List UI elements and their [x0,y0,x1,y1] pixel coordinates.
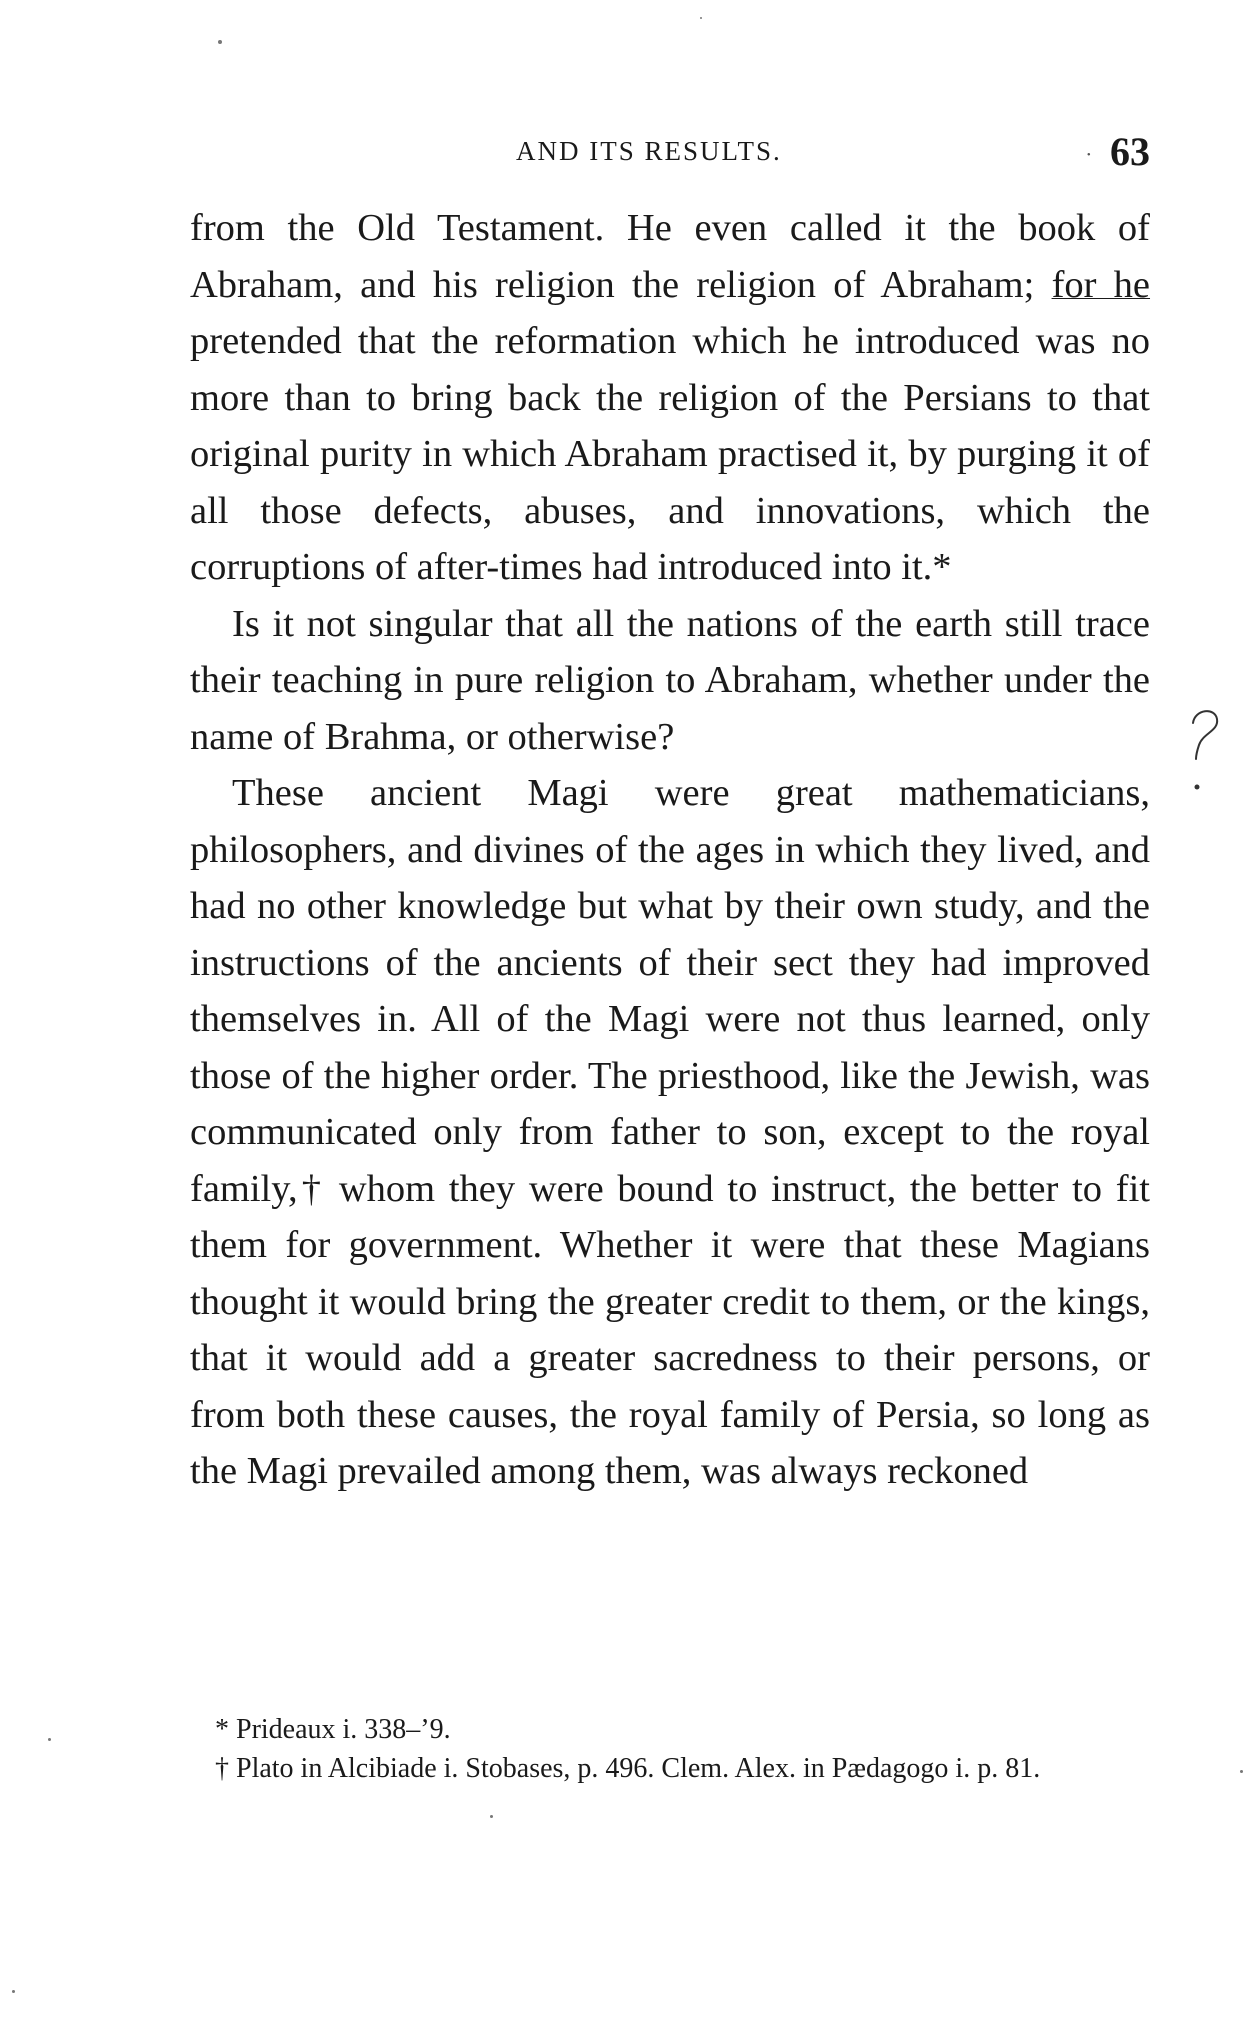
paper-speck [700,17,702,19]
paper-speck [490,1815,493,1818]
footnote-1: * Prideaux i. 338–’9. [215,1714,451,1745]
handwritten-question-mark-icon [1185,705,1225,795]
running-head [190,128,1150,178]
page-number: 63 [1110,129,1150,174]
paper-speck [1240,1770,1243,1773]
paper-speck [48,1738,51,1741]
paper-speck [12,1990,15,1993]
underlined-phrase: for he [1051,263,1151,306]
body-text [190,200,1150,1500]
paragraph-1 [190,200,1150,596]
paragraph-3: These ancient Magi were great mathematicians, philosophers, and divines of the ages in which they lived, and had no other knowledge but what by their own study, and the instructions of the ancients of their sect they had improved themselves in. All of the Magi were not thus learned, only those of the higher order. The priesthood, like the Jewish, was communicated only from father to son, except to the royal family,† whom they were bound to instruct, the better to fit them for government. Whether it were that these Magians thought it would bring the greater credit to them, or the kings, that it would add a greater sacredness to their persons, or from both these causes, the royal family of Persia, so long as the Magi prevailed among them, was always reckoned [190,772,1150,1492]
running-title: AND ITS RESULTS. [516,136,782,166]
paragraph-2: Is it not singular that all the nations of the earth still trace their teaching in pure religion to Abraham, whether under the name of Brahma, or otherwise? [190,602,1150,758]
footnote-2: † Plato in Alcibiade i. Stobases, p. 496. Clem. Alex. in Pædagogo i. p. 81. [215,1753,1041,1784]
paper-speck [218,40,222,44]
page-number-dot: · [1085,142,1092,166]
paragraph-1-lead: from the Old Testament. He even called it the book of Abraham, and his religion the religion of Abraham; [190,207,1150,306]
footnotes [190,1710,1150,1788]
paragraph-1-rest: pretended that the reformation which he introduced was no more than to bring back the religion of the Persians to that original purity in which Abraham practised it, by purging it of all those defects, abuses, and innovations, which the corruptions of after-times had introduced into it.* [190,320,1150,588]
